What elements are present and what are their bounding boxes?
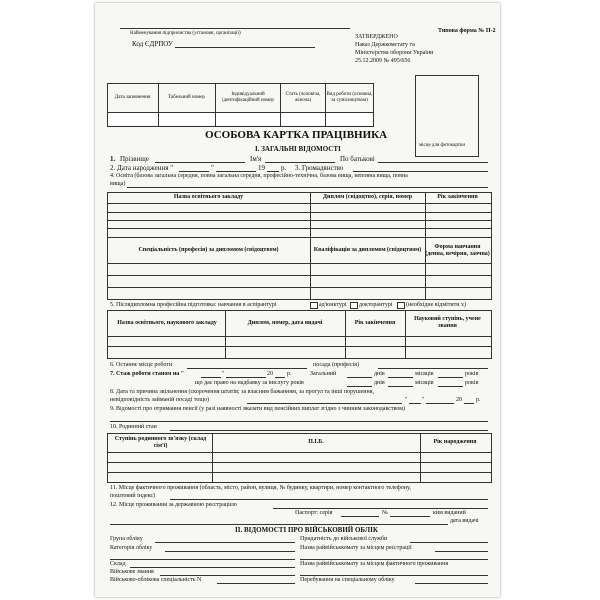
edu-col-institution: Назва освітнього закладу bbox=[173, 194, 244, 200]
military-office-actual-label: Назва райвійськкомату за місцем фактичного проживання bbox=[300, 561, 449, 567]
edu-col-year: Рік закінчення bbox=[437, 194, 478, 200]
registered-address-label: 12. Місце проживання за державною реєстрацією bbox=[110, 502, 237, 508]
bonus-days-label: днів bbox=[374, 380, 385, 386]
col-gender: Стать (чоловіча, жіноча) bbox=[285, 91, 321, 103]
dismissal-year-prefix: 20 bbox=[456, 397, 462, 403]
approved-line2: Міністерства оборони України bbox=[355, 50, 434, 56]
dismissal-label: 8. Дата та причина звільнення (скорочення штатів; за власним бажанням, за прогул та інші порушення, bbox=[110, 389, 374, 395]
edrpou-line[interactable] bbox=[175, 47, 315, 48]
fill-date-cell[interactable] bbox=[108, 113, 158, 125]
edu-col-diploma: Диплом (свідоцтво), серія, номер bbox=[322, 194, 413, 200]
last-position-field[interactable] bbox=[378, 368, 488, 369]
adjunct-label: ад'юнктурі bbox=[319, 302, 347, 308]
pg-col-diploma: Диплом, номер, дата видачі bbox=[247, 319, 323, 326]
col-tax-id: Індивідуальний ідентифікаційний номер bbox=[222, 91, 274, 103]
name-field[interactable] bbox=[265, 162, 335, 163]
total-months-field[interactable] bbox=[388, 377, 413, 378]
military-category-label: Категорія обліку bbox=[110, 545, 153, 551]
total-months-label: місяців bbox=[415, 371, 434, 377]
passport-series-label: Паспорт: серія bbox=[295, 510, 333, 516]
edu-col-study-form: Форма навчання (денна, вечірня, заочна) bbox=[425, 243, 490, 257]
exp-year-field[interactable] bbox=[275, 377, 285, 378]
registered-address-field[interactable] bbox=[273, 508, 488, 509]
col-tab-number: Табельний номер bbox=[168, 94, 205, 100]
military-category-field[interactable] bbox=[165, 551, 295, 552]
form-type: Типова форма № П-2 bbox=[438, 28, 496, 34]
military-composition-field[interactable] bbox=[130, 567, 295, 568]
actual-address-field[interactable] bbox=[170, 499, 488, 500]
birth-year-field[interactable] bbox=[267, 171, 279, 172]
dismissal-r: р. bbox=[476, 397, 481, 403]
gender-cell[interactable] bbox=[281, 113, 325, 125]
birthdate-label: 2. Дата народження " bbox=[110, 164, 174, 172]
patronymic-field[interactable] bbox=[378, 162, 488, 163]
exp-quote: " bbox=[222, 371, 225, 377]
exp-r: р. bbox=[287, 371, 292, 377]
military-office-reg-field-2[interactable] bbox=[300, 559, 488, 560]
section1-heading: І. ЗАГАЛЬНІ ВІДОМОСТІ bbox=[255, 145, 341, 153]
special-registry-label: Перебування на спеціальному обліку bbox=[300, 577, 395, 583]
actual-address-label: 11. Місце фактичного проживання (область, місто, район, вулиця, № будинку, квартири, номер контактного телефону, bbox=[110, 485, 411, 491]
approved-line3: 25.12.2009 № 495/656 bbox=[355, 58, 411, 64]
tax-id-cell[interactable] bbox=[216, 113, 280, 125]
military-composition-label: Склад bbox=[110, 561, 126, 567]
total-days-label: днів bbox=[374, 371, 385, 377]
pg-col-year: Рік закінчення bbox=[354, 319, 396, 326]
military-rank-label: Військове звання bbox=[110, 569, 154, 575]
postgrad-label: 5. Післядипломна професійна підготовка: навчання в аспірантурі bbox=[110, 302, 277, 308]
pg-col-degree: Науковий ступінь, учене звання bbox=[414, 316, 481, 329]
military-fitness-label: Придатність до військової служби bbox=[300, 536, 388, 542]
aspirantura-checkbox[interactable] bbox=[310, 302, 318, 309]
military-fitness-field[interactable] bbox=[410, 542, 488, 543]
patronymic-label: По батькові bbox=[340, 155, 375, 163]
military-extra-field[interactable] bbox=[110, 559, 295, 560]
tab-number-cell[interactable] bbox=[159, 113, 215, 125]
military-group-label: Група обліку bbox=[110, 536, 143, 542]
military-specialty-field[interactable] bbox=[217, 583, 295, 584]
bonus-experience-label: що дає право на надбавку за вислугу років bbox=[195, 380, 304, 386]
issue-date-label: дата видачі bbox=[450, 518, 479, 524]
dismissal-reason-field[interactable] bbox=[247, 403, 402, 404]
citizenship-field[interactable] bbox=[353, 171, 488, 172]
postgrad-note: (необхідне відмітити х) bbox=[406, 302, 466, 308]
pension-field[interactable] bbox=[110, 421, 488, 422]
total-years-field[interactable] bbox=[438, 377, 463, 378]
edu-col-specialty: Спеціальність (професія) за дипломом (свідоцтвом) bbox=[138, 247, 279, 253]
military-specialty-label: Військово-облікова спеціальність N bbox=[110, 577, 202, 583]
pension-label: 9. Відомості про отримання пенсії (у разі наявності вказати вид пенсійних виплат згідно з чинним законодавством) bbox=[110, 406, 406, 412]
last-position-label: посада (професія) bbox=[313, 362, 359, 368]
col-work-type: Вид роботи (основна, за сумісництвом) bbox=[326, 91, 373, 103]
surname-field[interactable] bbox=[155, 162, 245, 163]
passport-series-field[interactable] bbox=[341, 516, 379, 517]
birth-day-field[interactable] bbox=[179, 171, 209, 172]
bonus-days-field[interactable] bbox=[347, 386, 372, 387]
photo-label: місце для фотокартки bbox=[419, 143, 466, 148]
military-office-reg-label: Назва райвійськкомату за місцем реєстрації bbox=[300, 545, 412, 551]
last-job-field[interactable] bbox=[187, 368, 307, 369]
family-col-name: П.І.Б. bbox=[308, 439, 324, 445]
exp-date-month[interactable] bbox=[226, 377, 266, 378]
education-label: 4. Освіта (базова загальна середня, повна загальна середня, професійно-технічна, базова вища, неповна вища, повна bbox=[110, 173, 408, 179]
birth-month-field[interactable] bbox=[216, 171, 256, 172]
work-type-cell[interactable] bbox=[326, 113, 372, 125]
section2-heading: ІІ. ВІДОМОСТІ ПРО ВІЙСЬКОВИЙ ОБЛІК bbox=[235, 526, 378, 534]
doctoral-checkbox[interactable] bbox=[397, 302, 405, 309]
experience-label: 7. Стаж роботи станом на " bbox=[110, 371, 185, 377]
total-label: Загальний bbox=[310, 371, 337, 377]
military-office-actual-field[interactable] bbox=[300, 575, 488, 576]
passport-number-field[interactable] bbox=[390, 516, 430, 517]
page-title: ОСОБОВА КАРТКА ПРАЦІВНИКА bbox=[205, 129, 388, 141]
form-sheet bbox=[95, 3, 500, 597]
approved-title: ЗАТВЕРДЖЕНО bbox=[355, 34, 398, 40]
item1-num: 1. bbox=[110, 155, 116, 163]
issued-by-field[interactable] bbox=[110, 524, 448, 525]
birthdate-r: р. bbox=[281, 164, 287, 172]
bonus-months-label: місяців bbox=[415, 380, 434, 386]
edu-col-qualification: Кваліфікація за дипломом (свідоцтвом) bbox=[313, 247, 422, 253]
pg-col-institution: Назва освітнього, наукового закладу bbox=[117, 319, 217, 326]
col-fill-date: Дата заповнення bbox=[114, 94, 151, 100]
education-field[interactable] bbox=[127, 187, 488, 188]
citizenship-label: 3. Громадянство bbox=[295, 164, 344, 172]
special-registry-field[interactable] bbox=[415, 583, 488, 584]
surname-label: Прізвище bbox=[120, 155, 149, 163]
birthdate-quote: " bbox=[211, 164, 214, 172]
approved-line1: Наказ Держкомстату та bbox=[355, 42, 415, 48]
family-col-birthyear: Рік народження bbox=[433, 439, 477, 445]
total-days-field[interactable] bbox=[347, 377, 372, 378]
name-label: Ім'я bbox=[250, 155, 262, 163]
exp-year-prefix: 20 bbox=[267, 371, 273, 377]
bonus-months-field[interactable] bbox=[388, 386, 413, 387]
doctoral-label: докторантурі bbox=[359, 302, 393, 308]
dismissal-day[interactable] bbox=[409, 403, 421, 404]
org-name-label: Найменування підприємства (установи, організації) bbox=[130, 31, 241, 36]
org-name-line[interactable] bbox=[120, 28, 350, 29]
bonus-years-field[interactable] bbox=[438, 386, 463, 387]
education-label-2: вища) bbox=[110, 181, 126, 187]
last-job-label: 6. Останнє місце роботи bbox=[110, 362, 173, 368]
passport-number-label: № bbox=[382, 510, 388, 516]
issued-by-label: ким виданий bbox=[433, 510, 466, 516]
dismissal-year[interactable] bbox=[464, 403, 474, 404]
edrpou-label: Код ЄДРПОУ bbox=[132, 40, 173, 48]
dismissal-month[interactable] bbox=[426, 403, 454, 404]
marital-label: 10. Родинний стан bbox=[110, 424, 157, 430]
dismissal-quote-open: " bbox=[405, 397, 408, 403]
dismissal-quote-close: " bbox=[422, 397, 425, 403]
dismissal-label-2: невідповідність займаній посаді тощо) bbox=[110, 397, 209, 403]
actual-address-label-2: поштовий індекс) bbox=[110, 493, 156, 499]
total-years-label: років bbox=[465, 371, 479, 377]
exp-date-day[interactable] bbox=[201, 377, 221, 378]
bonus-years-label: років bbox=[465, 380, 479, 386]
adjunct-checkbox[interactable] bbox=[350, 302, 358, 309]
family-col-relation: Ступінь родинного зв'язку (склад сім'ї) bbox=[114, 435, 207, 449]
military-group-field[interactable] bbox=[155, 542, 295, 543]
birthdate-year-prefix: 19 bbox=[258, 164, 265, 172]
marital-field[interactable] bbox=[170, 430, 488, 431]
military-rank-field[interactable] bbox=[160, 575, 295, 576]
military-office-reg-field[interactable] bbox=[435, 551, 488, 552]
